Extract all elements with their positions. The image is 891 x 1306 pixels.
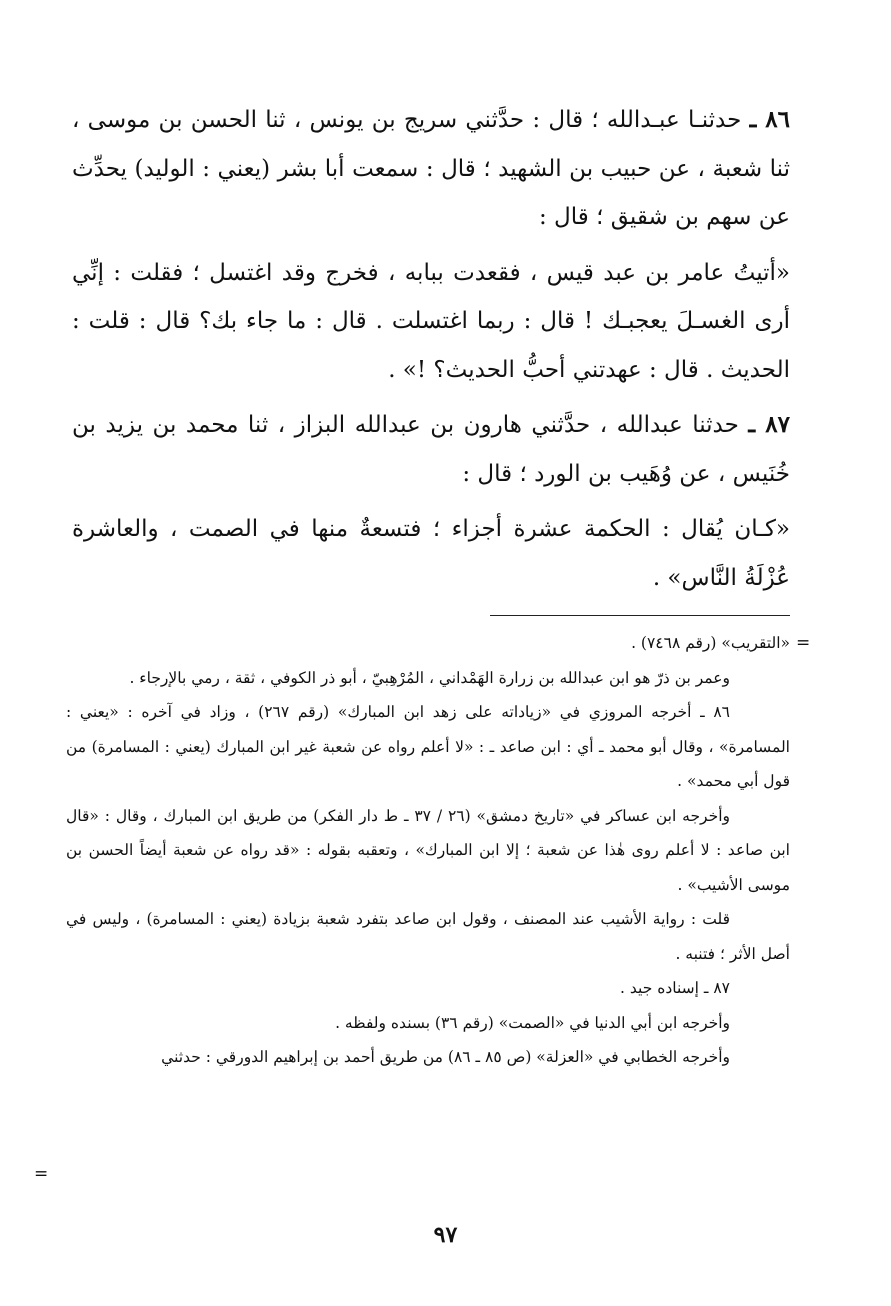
page-number: ٩٧: [433, 1222, 458, 1248]
footnote-divider: [490, 615, 790, 616]
footnote-line: ٨٧ ـ إسناده جيد .: [620, 979, 730, 997]
hadith-86-isnad: حدثنـا عبـدالله ؛ قال : حدَّثني سريج بن يونس ، ثنا الحسن بن موسى ، ثنا شعبة ، عن حبيب بن الشهيد ؛ قال : سمعت أبا بشر (يعني : الوليد) يحدِّث عن سهم بن شقيق ؛ قال :: [72, 107, 790, 230]
footnote-line: قلت : رواية الأشيب عند المصنف ، وقول ابن صاعد بتفرد شعبة بزيادة (يعني : المسامرة) ، وليس في أصل الأثر ؛ فتنبه .: [66, 910, 790, 963]
continuation-mark-start: =: [796, 633, 811, 653]
footnote-line: وأخرجه الخطابي في «العزلة» (ص ٨٥ ـ ٨٦) من طريق أحمد بن إبراهيم الدورقي : حدثني: [161, 1048, 730, 1066]
footnote-line: ٨٦ ـ أخرجه المروزي في «زياداته على زهد ابن المبارك» (رقم ٢٦٧) ، وزاد في آخره : «يعني : المسامرة» ، وقال أبو محمد ـ أي : ابن صاعد ـ : «لا أعلم رواه عن شعبة غير ابن المبارك (يعني : المسامرة) من قول أبي محمد» .: [66, 703, 790, 790]
hadith-86-number: ٨٦ ـ: [749, 106, 791, 133]
hadith-87-isnad: حدثنا عبدالله ، حدَّثني هارون بن عبدالله البزاز ، ثنا محمد بن يزيد بن خُنَيس ، عن وُهَيب بن الورد ؛ قال :: [72, 412, 790, 487]
hadith-87: [72, 401, 790, 498]
main-text: [72, 96, 790, 602]
footnotes: [66, 626, 790, 1075]
hadith-86: [72, 96, 790, 242]
hadith-87-quote: «كـان يُقال : الحكمة عشرة أجزاء ؛ فتسعةٌ منها في الصمت ، والعاشرة عُزْلَةُ النَّاس» .: [72, 516, 790, 591]
footnote-line: وعمر بن ذرّ هو ابن عبدالله بن زرارة الهَمْداني ، المُرْهِبيّ ، أبو ذر الكوفي ، ثقة ، رمي بالإرجاء .: [129, 668, 730, 687]
hadith-87-number: ٨٧ ـ: [748, 411, 790, 438]
footnote-line: «التقريب» (رقم ٧٤٦٨) .: [631, 634, 790, 652]
continuation-mark-end: =: [34, 1164, 49, 1184]
hadith-86-quote: «أتيتُ عامر بن عبد قيس ، فقعدت ببابه ، فخرج وقد اغتسل ؛ فقلت : إنِّي أرى الغسـلَ يعجبـك ! قال : ربما اغتسلت . قال : ما جاء بك؟ قال : قلت : الحديث . قال : عهدتني أحبُّ الحديث؟ !» .: [72, 259, 790, 383]
footnote-line: وأخرجه ابن أبي الدنيا في «الصمت» (رقم ٣٦) بسنده ولفظه .: [335, 1013, 730, 1032]
footnote-line: وأخرجه ابن عساكر في «تاريخ دمشق» (٢٦ / ٣٧ ـ ط دار الفكر) من طريق ابن المبارك ، وقال : «قال ابن صاعد : لا أعلم روى هٰذا عن شعبة ؛ إلا ابن المبارك» ، وتعقبه بقوله : «قد رواه عن شعبة أيضاً الحسن بن موسى الأشيب» .: [66, 806, 790, 894]
